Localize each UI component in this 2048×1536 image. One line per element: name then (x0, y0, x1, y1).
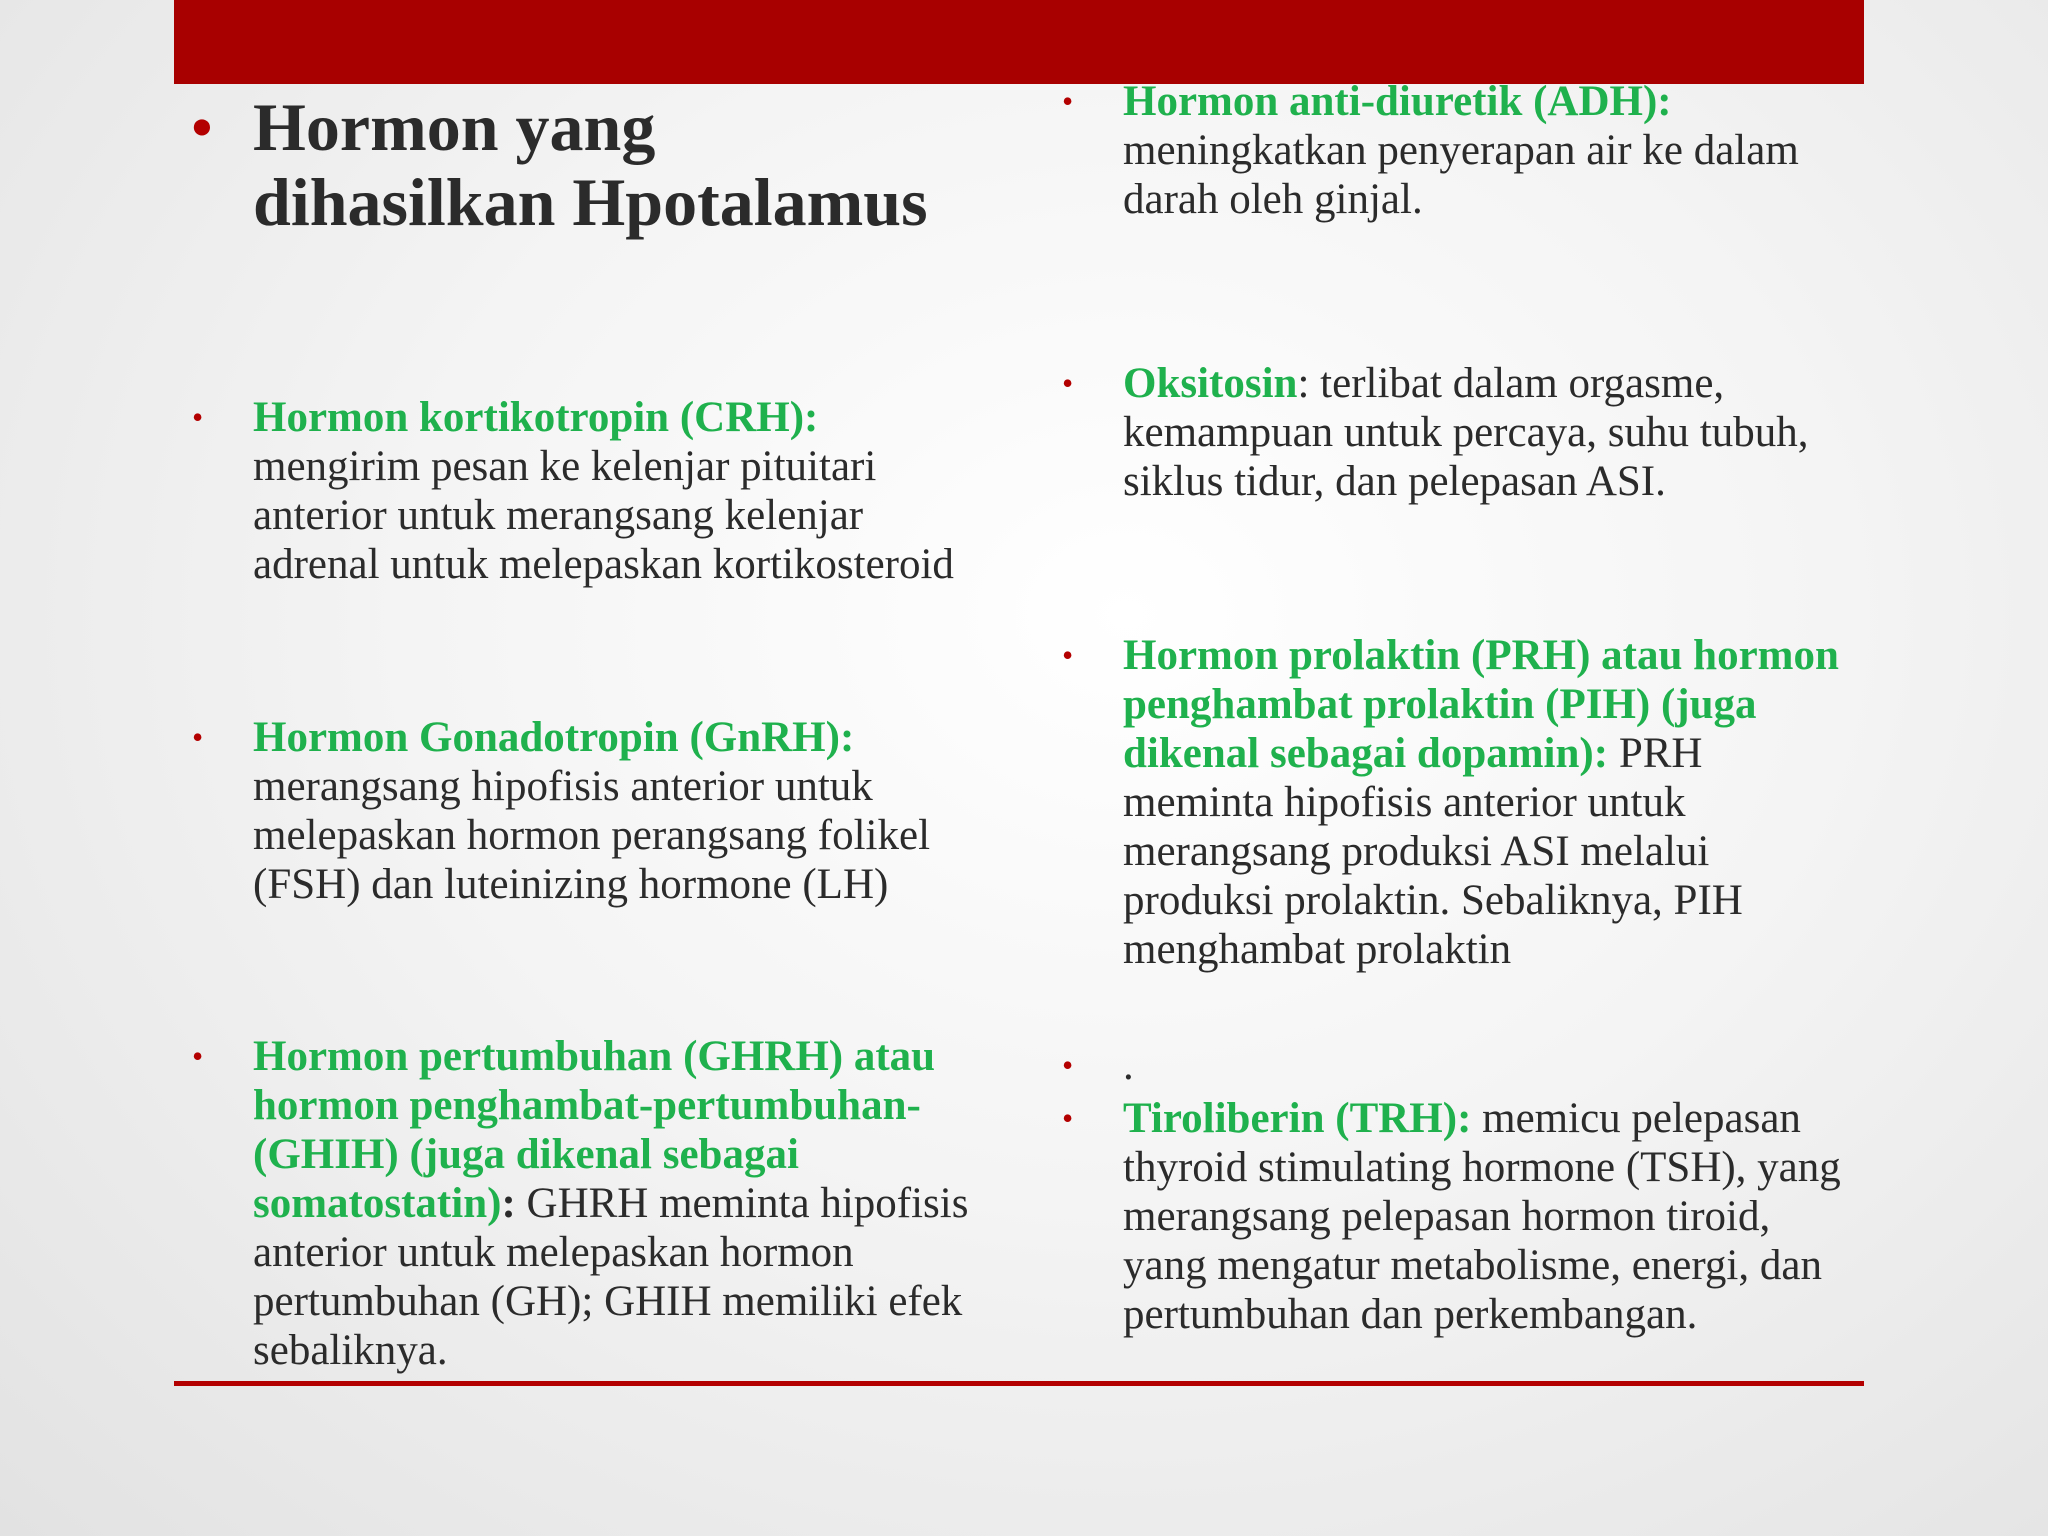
left-item-ghrh-label: Hormon pertumbuhan (GHRH) atau hormon penghambat-pertumbuhan- (GHIH) (juga dikenal sebagai somatostatin) (253, 1033, 936, 1227)
left-item-crh-text: mengirim pesan ke kelenjar pituitari anterior untuk merangsang kelenjar adrenal untuk melepaskan kortikosteroid (253, 443, 954, 588)
left-item-ghrh-colon: : (501, 1180, 516, 1227)
bullet-right-1: • (1062, 83, 1074, 119)
bullet-left-2: • (192, 719, 204, 755)
left-item-crh (253, 393, 983, 589)
right-item-prh-label: Hormon prolaktin (PRH) atau hormon penghambat prolaktin (PIH) (juga dikenal sebagai dopamin): (1123, 632, 1839, 777)
right-item-oksitosin-label: Oksitosin (1123, 360, 1298, 407)
slide-title: Hormon yang dihasilkan Hpotalamus (253, 89, 928, 240)
right-item-adh (1123, 77, 1823, 224)
right-item-oksitosin-text: : terlibat dalam orgasme, kemampuan untuk percaya, suhu tubuh, siklus tidur, dan pelepasan ASI. (1123, 360, 1809, 505)
bullet-right-3: • (1062, 637, 1074, 673)
right-item-prh-text: PRH meminta hipofisis anterior untuk merangsang produksi ASI melalui produksi prolaktin. Sebaliknya, PIH menghambat prolaktin (1123, 730, 1743, 973)
right-item-dot (1123, 1041, 1823, 1090)
footer-rule (174, 1381, 1864, 1386)
bullet-right-2: • (1062, 365, 1074, 401)
right-item-trh (1123, 1094, 1853, 1339)
left-item-gnrh-text: merangsang hipofisis anterior untuk melepaskan hormon perangsang folikel (FSH) dan luteinizing hormone (LH) (253, 763, 931, 908)
header-bar (174, 0, 1864, 84)
right-item-trh-label: Tiroliberin (TRH): (1123, 1095, 1472, 1142)
right-item-adh-text: meningkatkan penyerapan air ke dalam darah oleh ginjal. (1123, 127, 1799, 223)
right-item-trh-text: memicu pelepasan thyroid stimulating hormone (TSH), yang merangsang pelepasan hormon tiroid, yang mengatur metabolisme, energi, dan pertumbuhan dan perkembangan. (1123, 1095, 1841, 1338)
right-item-dot-text: . (1123, 1042, 1134, 1089)
right-item-oksitosin (1123, 359, 1853, 506)
bullet-left-3: • (192, 1038, 204, 1074)
left-item-gnrh-label: Hormon Gonadotropin (GnRH): (253, 714, 855, 761)
left-item-ghrh-text: GHRH meminta hipofisis anterior untuk melepaskan hormon pertumbuhan (GH); GHIH memiliki efek sebaliknya. (253, 1180, 969, 1374)
right-item-adh-label: Hormon anti-diuretik (ADH): (1123, 78, 1672, 125)
left-item-crh-label: Hormon kortikotropin (CRH): (253, 394, 819, 441)
right-item-prh (1123, 631, 1843, 974)
bullet-left-1: • (192, 399, 204, 435)
left-item-ghrh (253, 1032, 983, 1375)
bullet-right-4: • (1062, 1047, 1074, 1083)
left-item-gnrh (253, 713, 983, 909)
title-bullet: • (190, 89, 214, 165)
bullet-right-5: • (1062, 1100, 1074, 1136)
